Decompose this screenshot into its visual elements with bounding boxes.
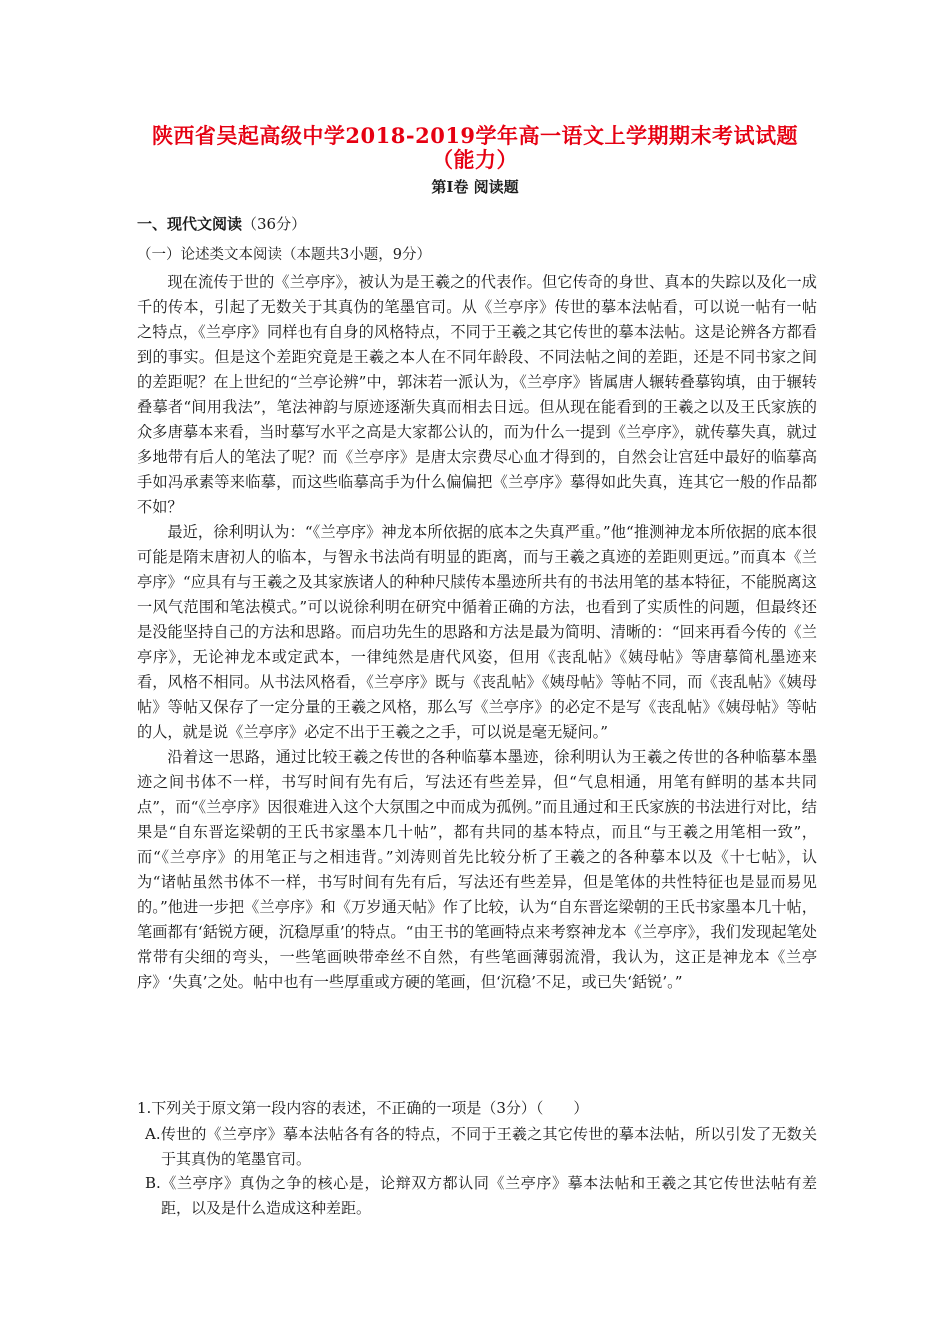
section-heading-text: 一、现代文阅读 — [137, 215, 243, 233]
option-text: B.《兰亭序》真伪之争的核心是，论辩双方都认同《兰亭序》摹本法帖和王羲之其它传世法帖有差距，以及是什么造成这种差距。 — [145, 1174, 817, 1217]
exam-title: 陕西省吴起高级中学2018-2019学年高一语文上学期期末考试试题 — [151, 123, 799, 148]
passage-paragraph: 沿着这一思路，通过比较王羲之传世的各种临摹本墨迹，徐利明认为王羲之传世的各种临摹本墨迹之间书体不一样，书写时间有先有后，写法还有些差异，但“气息相通，用笔有鲜明的基本共同点”，而“《兰亭序》因很难进入这个大氛围之中而成为孤例。”而且通过和王氏家族的书法进行对比，结果是“自东晋迄梁朝的王氏书家墨本几十帖”，都有共同的基本特点，而且“与王羲之用笔相一致”，而“《兰亭序》的用笔正与之相违背。”刘涛则首先比较分析了王羲之的各种摹本以及《十七帖》，认为“诸帖虽然书体不一样，书写时间有先有后，写法还有些差异，但是笔体的共性特征也是显而易见的。”他进一步把《兰亭序》和《万岁通天帖》作了比较，认为“自东晋迄梁朝的王氏书家墨本几十帖，笔画都有‘銛锐方硬，沉稳厚重’的特点。“由王书的笔画特点来考察神龙本《兰亭序》，我们发现起笔处常带有尖细的弯头，一些笔画映带牵丝不自然，有些笔画薄弱流滑，我认为，这正是神龙本《兰亭序》‘失真’之处。帖中也有一些厚重或方硬的笔画，但‘沉稳’不足，或已失‘銛锐’。” — [137, 748, 817, 991]
part-title: 第Ⅰ卷 阅读题 — [431, 178, 519, 196]
section-heading — [137, 214, 306, 234]
question-option-a — [145, 1122, 817, 1172]
passage-paragraph: 现在流传于世的《兰亭序》，被认为是王羲之的代表作。但它传奇的身世、真本的失踪以及化一成千的传本，引起了无数关于其真伪的笔墨官司。从《兰亭序》传世的摹本法帖看，可以说一帖有一帖之特点，《兰亭序》同样也有自身的风格特点，不同于王羲之其它传世的摹本法帖。这是论辨各方都看到的事实。但是这个差距究竟是王羲之本人在不同年龄段、不同法帖之间的差距，还是不同书家之间的差距呢？在上世纪的“兰亭论辨”中，郭沫若一派认为，《兰亭序》皆属唐人辗转叠摹钩填，由于辗转叠摹者“间用我法”，笔法神韵与原迹逐渐失真而相去日远。但从现在能看到的王羲之以及王氏家族的众多唐摹本来看，当时摹写水平之高是大家都公认的，而为什么一提到《兰亭序》，就传摹失真，就过多地带有后人的笔法了呢？而《兰亭序》是唐太宗费尽心血才得到的，自然会让宫廷中最好的临摹高手如冯承素等来临摹，而这些临摹高手为什么偏偏把《兰亭序》摹得如此失真，连其它一般的作品都不如？ — [137, 273, 817, 516]
passage-paragraph: 最近，徐利明认为：“《兰亭序》神龙本所依据的底本之失真严重。”他“推测神龙本所依据的底本很可能是隋末唐初人的临本，与智永书法尚有明显的距离，而与王羲之真迹的差距则更远。”而真本《兰亭序》“应具有与王羲之及其家族诸人的种种尺牍传本墨迹所共有的书法用笔的基本特征，不能脱离这一风气范围和笔法模式。”可以说徐利明在研究中循着正确的方法，也看到了实质性的问题，但最终还是没能坚持自己的方法和思路。而启功先生的思路和方法是最为简明、清晰的：“回来再看今传的《兰亭序》，无论神龙本或定武本，一律纯然是唐代风姿，但用《丧乱帖》《姨母帖》等唐摹简札墨迹来看，风格不相同。从书法风格看，《兰亭序》既与《丧乱帖》《姨母帖》等帖不同，而《丧乱帖》《姨母帖》等帖又保存了一定分量的王羲之风格，那么写《兰亭序》的必定不是写《丧乱帖》《姨母帖》等帖的人，就是说《兰亭序》必定不出于王羲之之手，可以说是毫无疑问。” — [137, 523, 817, 741]
question-option-b — [145, 1171, 817, 1221]
question-stem: 1.下列关于原文第一段内容的表述，不正确的一项是（3分）（ ） — [137, 1099, 589, 1117]
section-points: （36分） — [242, 215, 307, 233]
exam-title-suffix: （能力） — [432, 147, 518, 172]
reading-passage — [137, 270, 817, 995]
sub-section-heading: （一）论述类文本阅读（本题共3小题，9分） — [137, 247, 431, 263]
option-text: A.传世的《兰亭序》摹本法帖各有各的特点，不同于王羲之其它传世的摹本法帖，所以引发了无数关于其真伪的笔墨官司。 — [145, 1125, 817, 1168]
